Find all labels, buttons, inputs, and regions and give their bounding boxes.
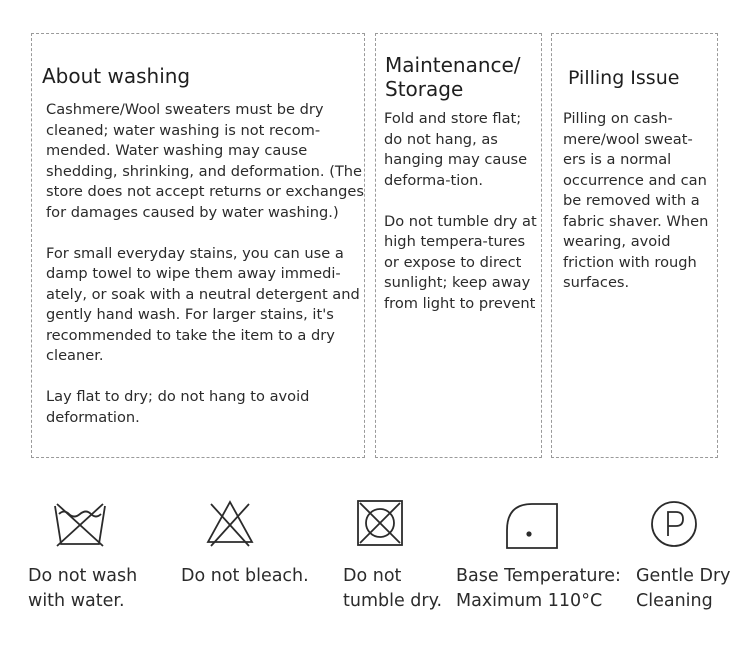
care-label	[343, 564, 442, 614]
washing-text	[46, 100, 364, 428]
storage-title: Maintenance/ Storage	[385, 53, 521, 101]
care-label	[456, 564, 621, 614]
storage-text	[384, 109, 540, 314]
pilling-info-box	[551, 33, 718, 458]
storage-paragraph: Do not tumble dry at high tempera-tures or expose to direct sunlight; keep away from light to prevent	[384, 212, 537, 312]
washing-paragraph: For small everyday stains, you can use a damp towel to wipe them away immedi-ately, or soak with a neutral detergent and gently hand wash. For larger stains, it's recommended to take the item to a dry cleaner.	[46, 244, 360, 364]
care-label-line: Do not wash	[28, 566, 138, 586]
pilling-title: Pilling Issue	[568, 67, 680, 89]
care-label	[636, 564, 731, 614]
care-label-line: Cleaning	[636, 591, 713, 611]
washing-paragraph: Cashmere/Wool sweaters must be dry cleaned; water washing is not recom-mended. Water washing may cause shedding, shrinking, and deformation. (The store does not accept returns or exchanges for damages caused by water washing.)	[46, 101, 364, 221]
no-wash-icon	[53, 498, 107, 548]
washing-title: About washing	[42, 64, 191, 88]
washing-paragraph: Lay flat to dry; do not hang to avoid deformation.	[46, 388, 310, 426]
care-label	[28, 564, 137, 614]
care-label-line: Base Temperature:	[456, 566, 621, 586]
care-label-line: Do not	[343, 566, 402, 586]
care-label-line: tumble dry.	[343, 591, 443, 611]
iron-low-icon	[504, 498, 560, 550]
care-label-line: with water.	[28, 591, 125, 611]
storage-paragraph: Fold and store flat; do not hang, as hanging may cause deforma-tion.	[384, 110, 528, 189]
washing-info-box	[31, 33, 365, 458]
care-label-line: Do not bleach.	[181, 566, 309, 586]
no-bleach-icon	[205, 498, 255, 548]
pilling-text	[563, 109, 715, 294]
dry-clean-p-icon	[648, 498, 700, 550]
care-label-line: Maximum 110°C	[456, 591, 603, 611]
storage-info-box	[375, 33, 542, 458]
care-label	[181, 564, 309, 589]
care-label-line: Gentle Dry	[636, 566, 731, 586]
pilling-paragraph: Pilling on cash-mere/wool sweat-ers is a normal occurrence and can be removed with a fabric shaver. When wearing, avoid friction with rough surfaces.	[563, 110, 709, 291]
no-tumble-dry-icon	[355, 498, 405, 548]
